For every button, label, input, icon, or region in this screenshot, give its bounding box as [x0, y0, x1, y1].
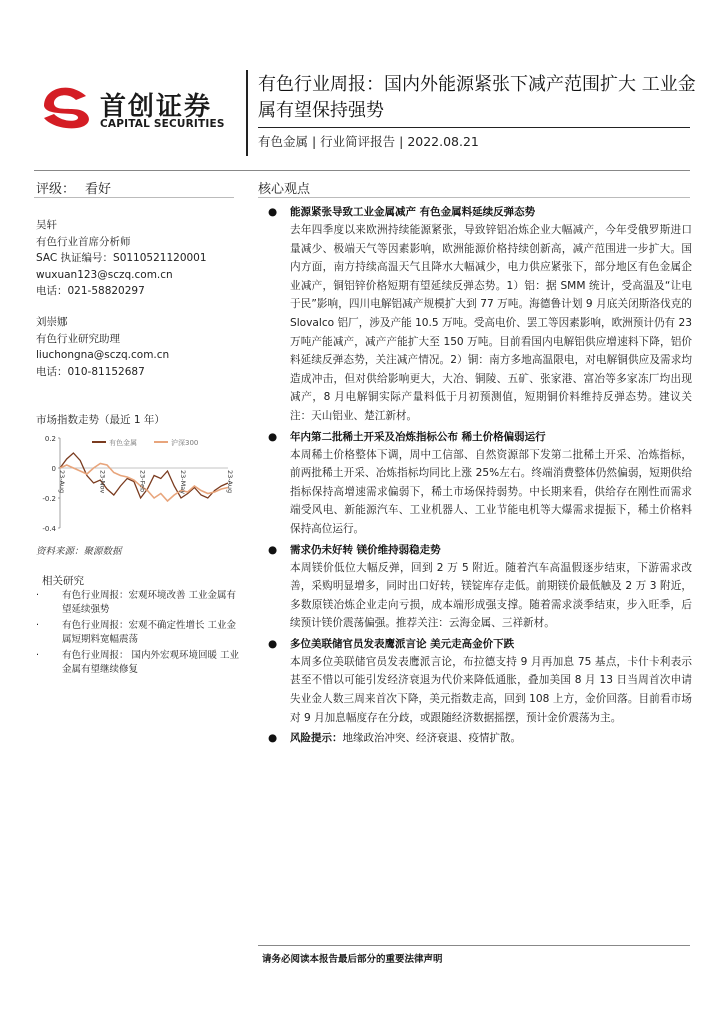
- report-subline: 有色金属 | 行业简评报告 | 2022.08.21: [258, 134, 479, 149]
- analyst-card-2: [36, 314, 236, 380]
- section-head-text: 需求仍未好转 镁价维持弱稳走势: [290, 543, 441, 556]
- related-item-text: 有色行业周报：宏观不确定性增长 工业金属短期料宽幅震荡: [62, 620, 237, 645]
- legend-label: 沪深300: [171, 439, 199, 447]
- market-index-chart: [34, 428, 234, 538]
- legend-label: 有色金属: [109, 439, 137, 447]
- chart-source: 资料来源：聚源数据: [36, 546, 122, 557]
- x-tick-label: 23-Aug: [226, 470, 234, 494]
- risk-label: 风险提示：: [290, 732, 343, 745]
- related-research-title: 相关研究: [42, 575, 84, 587]
- section-head: ● 能源紧张导致工业金属减产 有色金属料延续反弹态势: [268, 206, 536, 218]
- analyst-email[interactable]: wuxuan123@sczq.com.cn: [36, 268, 173, 281]
- rating: [36, 178, 111, 197]
- analyst-phone: 电话：021-58820297: [36, 285, 145, 297]
- core-view-content: [268, 204, 692, 747]
- y-tick-label: 0: [51, 465, 56, 473]
- section-head: ● 年内第二批稀土开采及冶炼指标公布 稀土价格偏弱运行: [268, 430, 546, 443]
- x-tick-label: 23-Aug: [58, 470, 66, 494]
- section-body: 本周镁价低位大幅反弹，回到 2 万 5 附近。随着汽车高温假逐步结束，下游需求改善，采购明显增多，同时出口好转，镁锭库存走低。前期镁价最低触及 2 万 3 附近，多数原镁冶炼企业走向亏损，成本端形成强支撑。随着需求淡季结束，步入旺季，后续预计镁价震荡偏强。推荐关注：云海金属、三祥新材。: [290, 561, 692, 630]
- section-body: 本周多位美联储官员发表鹰派言论，布拉德支持 9 月再加息 75 基点，卡什卡利表示甚至不惜以可能引发经济衰退为代价来降低通胀，叠加美国 8 月 13 日当周首次申请失业金人数三周来首次下降，美元指数走高，回到 108 上方，金价回落。目前看市场对 9 月加息幅度存在分歧，或跟随经济数据摇摆，预计金价震荡为主。: [290, 655, 692, 724]
- analyst-email[interactable]: liuchongna@sczq.com.cn: [36, 349, 170, 361]
- related-item[interactable]: · 有色行业周报： 国内外宏观环境回暖 工业金属有望继续修复: [36, 650, 240, 675]
- section-body: 本周稀土价格整体下调，周中工信部、自然资源部下发第二批稀土开采、冶炼指标，前两批稀土开采、冶炼指标均同比上涨 25%左右。终端消费整体仍然偏弱，短期供给指标保持高增速需求偏弱下，稀土市场保持弱势。中长期来看，供给存在刚性而需求端受风电、新能源汽车、工业机器人、工业节能电机等大爆需求提振下，稀土价格料保持高位运行。: [290, 448, 692, 535]
- header-divider: [246, 70, 248, 156]
- section-head: ● 多位美联储官员发表鹰派言论 美元走高金价下跌: [268, 637, 515, 650]
- x-tick-label: 23-May: [178, 470, 187, 495]
- analyst-card-1: [36, 217, 236, 300]
- analyst-name: 吴轩: [36, 219, 57, 231]
- y-tick-label: -0.2: [42, 495, 56, 503]
- analyst-phone: 电话：010-81152687: [36, 365, 145, 378]
- section-head-text: 年内第二批稀土开采及冶炼指标公布 稀土价格偏弱运行: [290, 430, 546, 443]
- analyst-name: 刘崇娜: [36, 316, 68, 328]
- section-head-text: 能源紧张导致工业金属减产 有色金属料延续反弹态势: [290, 206, 536, 218]
- x-tick-label: 23-Feb: [138, 470, 147, 493]
- related-item-text: 有色行业周报：宏观环境改善 工业金属有望延续强势: [62, 590, 237, 615]
- related-item[interactable]: · 有色行业周报：宏观不确定性增长 工业金属短期料宽幅震荡: [36, 620, 237, 645]
- related-research-list: [34, 589, 244, 679]
- brand-logo-icon: [36, 80, 96, 130]
- analyst-role: 有色行业首席分析师: [36, 235, 131, 248]
- core-view-title: 核心观点: [258, 182, 311, 197]
- section-head: ● 需求仍未好转 镁价维持弱稳走势: [268, 543, 441, 556]
- analyst-role: 有色行业研究助理: [36, 332, 120, 345]
- related-item-text: 有色行业周报： 国内外宏观环境回暖 工业金属有望继续修复: [62, 650, 240, 675]
- y-tick-label: -0.4: [42, 525, 56, 533]
- section-body: 去年四季度以来欧洲持续能源紧张，导致锌铝冶炼企业大幅减产，今年受俄罗斯进口量减少、极端天气等因素影响，欧洲能源价格持续创新高，减产范围进一步扩大。国内方面，南方持续高温天气且降水大幅减少，电力供应紧张下，部分地区有色金属企业减产，铜铝锌价格短期有望延续反弹态势。1）铝：据 SMM 统计，受高温及“让电于民”影响，四川电解铝减产规模扩大到 77 万吨。海德鲁计划 9 月底关闭斯洛伐克的 Slovalco 铝厂，涉及产能 10.5 万吨。受高电价、罢工等因素影响，欧洲预计仍有 23 万吨产能减产，减产产能扩大至 150 万吨。目前看国内电解铝供应增速料下降，铝价料延续反弹态势，关注减产情况。2）铜：南方多地高温限电，对电解铜供应及需求均造成冲击，但对供给影响更大，大冶、铜陵、五矿、张家港、富冶等多家冻厂均出现减产，8 月电解铜实际产量料低于月初预测值，短期铜价料维持反弹态势。建议关注：天山铝业、楚江新材。: [290, 224, 692, 422]
- legal-disclaimer: 请务必阅读本报告最后部分的重要法律声明: [262, 954, 443, 965]
- footer-rule: [258, 945, 690, 946]
- left-rule: [34, 197, 234, 198]
- section-head-text: 多位美联储官员发表鹰派言论 美元走高金价下跌: [290, 637, 515, 650]
- risk-warning: ● 风险提示：地缘政治冲突、经济衰退、疫情扩散。: [268, 732, 521, 745]
- related-item[interactable]: · 有色行业周报：宏观环境改善 工业金属有望延续强势: [36, 590, 237, 615]
- brand-name-cn: 首创证券: [100, 92, 213, 122]
- rating-value: 看好: [85, 182, 112, 197]
- risk-text: 地缘政治冲突、经济衰退、疫情扩散。: [342, 732, 521, 745]
- chart-title: 市场指数走势（最近 1 年）: [36, 414, 165, 426]
- brand-name-en: CAPITAL SECURITIES: [100, 118, 225, 130]
- x-tick-label: 23-Nov: [98, 470, 107, 494]
- header-rule: [34, 170, 690, 171]
- right-rule: [258, 197, 690, 198]
- title-rule: [258, 127, 690, 128]
- report-title: 有色行业周报：国内外能源紧张下减产范围扩大 工业金属有望保持强势: [258, 74, 696, 121]
- y-tick-label: 0.2: [44, 435, 56, 443]
- rating-label: 评级：: [36, 182, 76, 197]
- analyst-cert: SAC 执证编号：S0110521120001: [36, 252, 207, 264]
